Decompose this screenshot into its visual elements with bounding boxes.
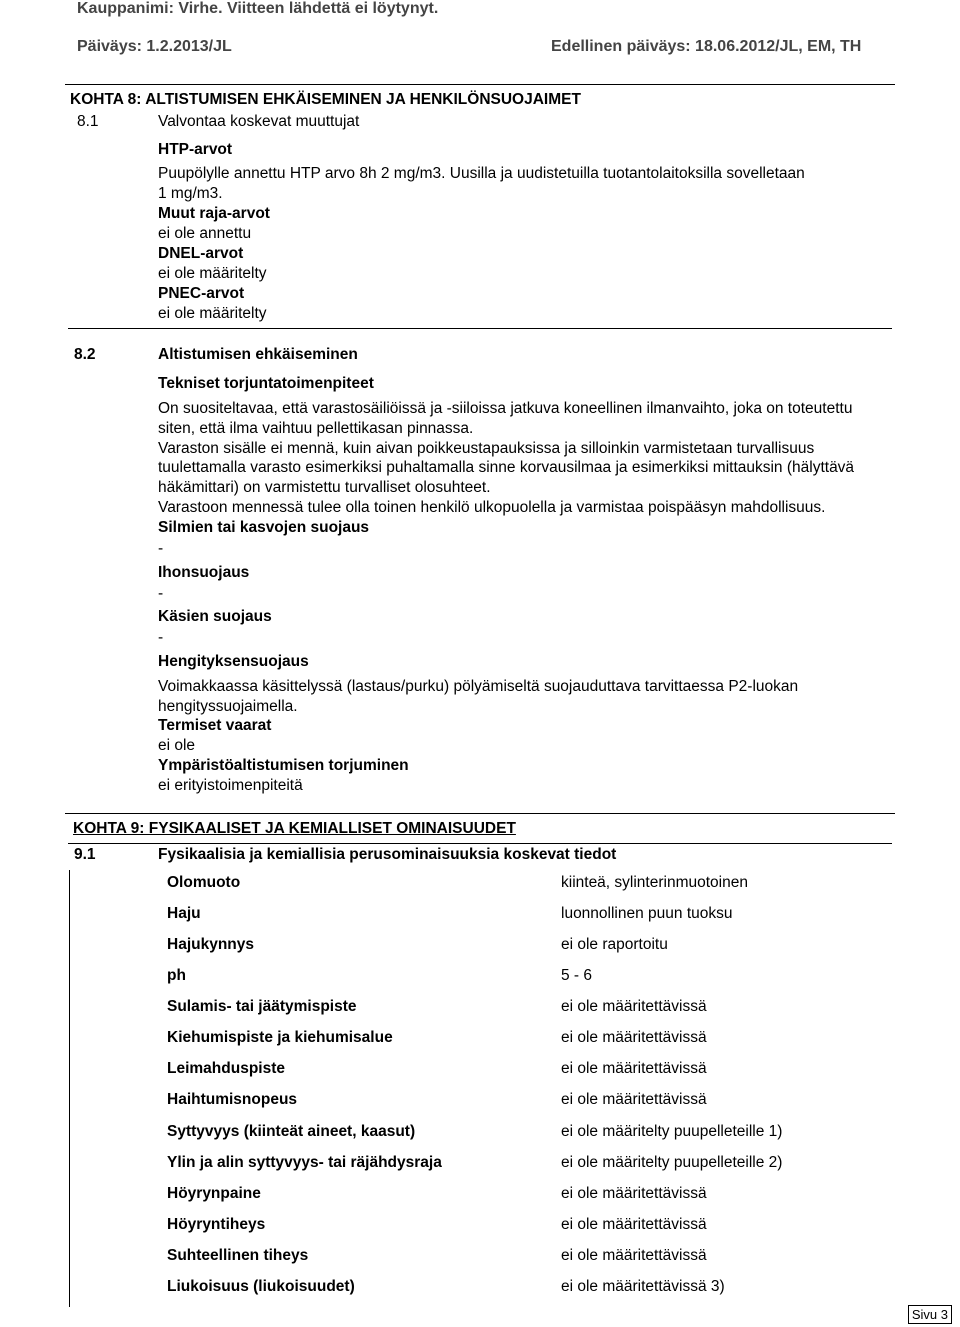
subsection-8-1-number: 8.1: [77, 113, 99, 130]
technical-controls-text: Varaston sisälle ei mennä, kuin aivan poikkeustapauksissa ja silloinkin varmistetaan turvallisuus: [158, 440, 815, 457]
htp-text-line: Puupölylle annettu HTP arvo 8h 2 mg/m3. Uusilla ja uudistetuilla tuotantolaitoksilla sovelletaan: [158, 165, 805, 182]
property-value: kiinteä, sylinterinmuotoinen: [561, 874, 748, 891]
property-value: luonnollinen puun tuoksu: [561, 905, 733, 922]
property-label: Olomuoto: [167, 874, 241, 891]
environmental-exposure-heading: Ympäristöaltistumisen torjuminen: [158, 757, 409, 774]
page-number: Sivu 3: [908, 1305, 952, 1324]
eye-protection-heading: Silmien tai kasvojen suojaus: [158, 519, 370, 536]
technical-controls-text: häkämittari) on varmistettu turvalliset olosuhteet.: [158, 479, 491, 496]
other-limits-heading: Muut raja-arvot: [158, 205, 270, 222]
property-value: ei ole määritettävissä: [561, 1185, 707, 1202]
section-9-title: KOHTA 9: FYSIKAALISET JA KEMIALLISET OMINAISUUDET: [73, 820, 516, 837]
subsection-8-1-title: Valvontaa koskevat muuttujat: [158, 113, 360, 130]
property-value: ei ole määritettävissä: [561, 1247, 707, 1264]
thermal-hazards-heading: Termiset vaarat: [158, 717, 272, 734]
technical-controls-heading: Tekniset torjuntatoimenpiteet: [158, 375, 374, 392]
property-value: 5 - 6: [561, 967, 593, 984]
technical-controls-text: On suositeltavaa, että varastosäiliöissä ja -siiloissa jatkuva koneellinen ilmanvaihto, joka on toteutettu: [158, 400, 853, 417]
property-value: ei ole määritettävissä: [561, 1029, 707, 1046]
thermal-hazards-value: ei ole: [158, 737, 196, 754]
subsection-8-2-title: Altistumisen ehkäiseminen: [158, 346, 358, 363]
property-label: Syttyvyys (kiinteät aineet, kaasut): [167, 1123, 416, 1140]
subsection-9-1-title: Fysikaalisia ja kemiallisia perusominaisuuksia koskevat tiedot: [158, 846, 617, 863]
property-label: Ylin ja alin syttyvyys- tai räjähdysraja: [167, 1154, 442, 1171]
pnec-value: ei ole määritelty: [158, 305, 267, 322]
dnel-heading: DNEL-arvot: [158, 245, 244, 262]
property-label: Höyrynpaine: [167, 1185, 261, 1202]
property-value: ei ole määritettävissä: [561, 1060, 707, 1077]
property-label: Haju: [167, 905, 201, 922]
subsection-8-2-number: 8.2: [74, 346, 96, 363]
subsection-divider: [68, 328, 892, 329]
subsection-divider: [68, 843, 892, 844]
property-value: ei ole määritelty puupelleteille 2): [561, 1154, 783, 1171]
property-label: Hajukynnys: [167, 936, 255, 953]
property-label: Liukoisuus (liukoisuudet): [167, 1278, 355, 1295]
respiratory-protection-text: Voimakkaassa käsittelyssä (lastaus/purku) pölyämiseltä suojauduttava tarvittaessa P2-luokan: [158, 678, 799, 695]
property-label: Haihtumisnopeus: [167, 1091, 298, 1108]
property-value: ei ole raportoitu: [561, 936, 668, 953]
technical-controls-text: tuulettamalla varasto esimerkiksi puhaltamalla sinne korvausilmaa ja esimerkiksi mittauksin (hälyttävä: [158, 459, 855, 476]
technical-controls-text: siten, että ilma vaihtuu pellettikasan pinnassa.: [158, 420, 474, 437]
section-divider: [65, 813, 895, 814]
eye-protection-value: -: [158, 540, 164, 557]
section-divider: [65, 84, 895, 85]
section-8-title: KOHTA 8: ALTISTUMISEN EHKÄISEMINEN JA HENKILÖNSUOJAIMET: [70, 91, 581, 108]
property-label: ph: [167, 967, 186, 984]
skin-protection-heading: Ihonsuojaus: [158, 564, 250, 581]
product-name-header: Kauppanimi: Virhe. Viitteen lähdettä ei löytynyt.: [77, 0, 439, 17]
property-value: ei ole määritettävissä 3): [561, 1278, 725, 1295]
technical-controls-text: Varastoon mennessä tulee olla toinen henkilö ulkopuolella ja varmistaa poispääsyn mahdollisuus.: [158, 499, 826, 516]
date-header: Päiväys: 1.2.2013/JL: [77, 38, 232, 55]
property-value: ei ole määritettävissä: [561, 998, 707, 1015]
respiratory-protection-text: hengityssuojaimella.: [158, 698, 298, 715]
hand-protection-value: -: [158, 629, 164, 646]
previous-date-header: Edellinen päiväys: 18.06.2012/JL, EM, TH: [551, 38, 862, 55]
subsection-9-1-number: 9.1: [74, 846, 96, 863]
environmental-exposure-value: ei erityistoimenpiteitä: [158, 777, 303, 794]
htp-text-line: 1 mg/m3.: [158, 185, 223, 202]
htp-heading: HTP-arvot: [158, 141, 233, 158]
property-label: Leimahduspiste: [167, 1060, 285, 1077]
dnel-value: ei ole määritelty: [158, 265, 267, 282]
respiratory-protection-heading: Hengityksensuojaus: [158, 653, 309, 670]
property-value: ei ole määritettävissä: [561, 1091, 707, 1108]
skin-protection-value: -: [158, 585, 164, 602]
pnec-heading: PNEC-arvot: [158, 285, 245, 302]
property-label: Suhteellinen tiheys: [167, 1247, 309, 1264]
property-value: ei ole määritettävissä: [561, 1216, 707, 1233]
hand-protection-heading: Käsien suojaus: [158, 608, 272, 625]
other-limits-value: ei ole annettu: [158, 225, 252, 242]
property-label: Höyryntiheys: [167, 1216, 266, 1233]
property-label: Kiehumispiste ja kiehumisalue: [167, 1029, 393, 1046]
property-value: ei ole määritelty puupelleteille 1): [561, 1123, 783, 1140]
property-label: Sulamis- tai jäätymispiste: [167, 998, 357, 1015]
